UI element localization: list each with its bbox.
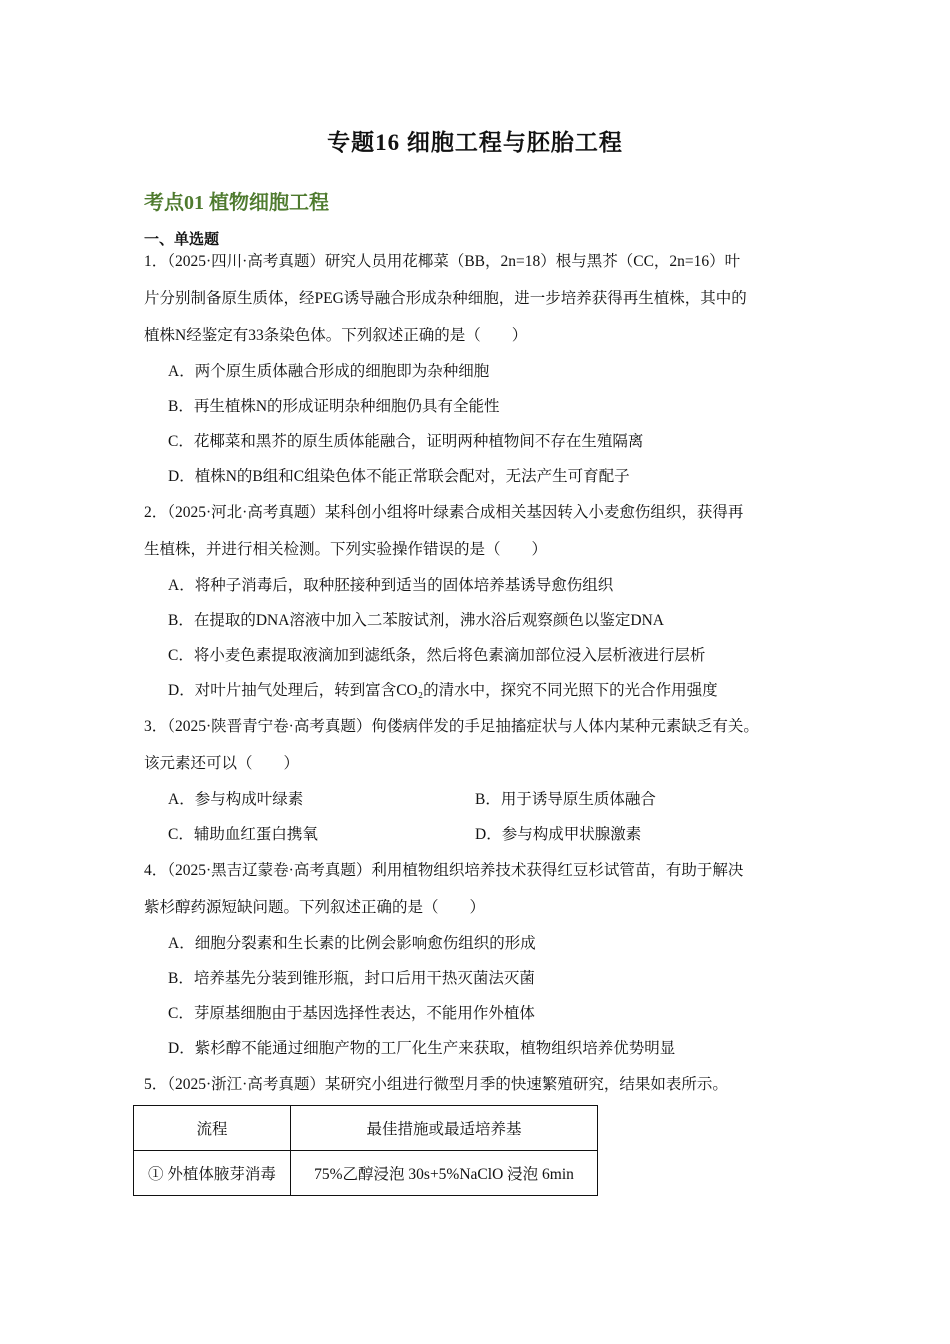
question-4-option-b: B．培养基先分装到锥形瓶，封口后用干热灭菌法灭菌 bbox=[168, 970, 535, 987]
results-table bbox=[133, 1105, 598, 1196]
question-2-line-1: 2．（2025·河北·高考真题）某科创小组将叶绿素合成相关基因转入小麦愈伤组织，获得再 bbox=[144, 504, 744, 521]
question-1-option-c: C．花椰菜和黑芥的原生质体能融合，证明两种植物间不存在生殖隔离 bbox=[168, 433, 644, 450]
question-4-option-c: C．芽原基细胞由于基因选择性表达，不能用作外植体 bbox=[168, 1005, 535, 1022]
question-4-option-a: A．细胞分裂素和生长素的比例会影响愈伤组织的形成 bbox=[168, 935, 536, 952]
question-3-line-2: 该元素还可以（ ） bbox=[144, 755, 300, 772]
question-4-option-d: D．紫杉醇不能通过细胞产物的工厂化生产来获取，植物组织培养优势明显 bbox=[168, 1040, 676, 1057]
question-5-line-1: 5．（2025·浙江·高考真题）某研究小组进行微型月季的快速繁殖研究，结果如表所示。 bbox=[144, 1076, 728, 1093]
question-1-line-2: 片分别制备原生质体，经PEG诱导融合形成杂种细胞，进一步培养获得再生植株，其中的 bbox=[144, 290, 747, 307]
question-3-option-d: D．参与构成甲状腺激素 bbox=[475, 826, 642, 843]
question-2-option-c: C．将小麦色素提取液滴加到滤纸条，然后将色素滴加部位浸入层析液进行层析 bbox=[168, 647, 706, 664]
table-cell: 75%乙醇浸泡 30s+5%NaClO 浸泡 6min bbox=[291, 1151, 598, 1196]
table-cell: ① 外植体腋芽消毒 bbox=[134, 1151, 291, 1196]
question-1-option-b: B．再生植株N的形成证明杂种细胞仍具有全能性 bbox=[168, 398, 500, 415]
question-3-option-c: C．辅助血红蛋白携氧 bbox=[168, 826, 318, 843]
table-header-cell: 流程 bbox=[134, 1106, 291, 1151]
question-3-option-a: A．参与构成叶绿素 bbox=[168, 791, 304, 808]
question-4-line-1: 4．（2025·黑吉辽蒙卷·高考真题）利用植物组织培养技术获得红豆杉试管苗，有助于解决 bbox=[144, 862, 744, 879]
page-title: 专题16 细胞工程与胚胎工程 bbox=[327, 130, 623, 155]
question-1-option-a: A．两个原生质体融合形成的细胞即为杂种细胞 bbox=[168, 363, 490, 380]
table-header-cell: 最佳措施或最适培养基 bbox=[291, 1106, 598, 1151]
question-3-option-b: B．用于诱导原生质体融合 bbox=[475, 791, 656, 808]
question-2-option-a: A．将种子消毒后，取种胚接种到适当的固体培养基诱导愈伤组织 bbox=[168, 577, 614, 594]
table-header-row bbox=[134, 1106, 598, 1151]
question-4-line-2: 紫杉醇药源短缺问题。下列叙述正确的是（ ） bbox=[144, 899, 486, 916]
question-1-line-3: 植株N经鉴定有33条染色体。下列叙述正确的是（ ） bbox=[144, 327, 528, 344]
question-1-option-d: D．植株N的B组和C组染色体不能正常联会配对，无法产生可育配子 bbox=[168, 468, 630, 485]
section-heading: 考点01 植物细胞工程 bbox=[144, 192, 329, 214]
question-2-line-2: 生植株，并进行相关检测。下列实验操作错误的是（ ） bbox=[144, 541, 548, 558]
subsection-heading: 一、单选题 bbox=[144, 232, 220, 248]
question-1-line-1: 1．（2025·四川·高考真题）研究人员用花椰菜（BB，2n=18）根与黑芥（CC，2n=16）叶 bbox=[144, 253, 741, 270]
question-2-option-d: D．对叶片抽气处理后，转到富含CO₂的清水中，探究不同光照下的光合作用强度 bbox=[168, 682, 718, 699]
question-3-line-1: 3．（2025·陕晋青宁卷·高考真题）佝偻病伴发的手足抽搐症状与人体内某种元素缺乏有关。 bbox=[144, 718, 759, 735]
table-row bbox=[134, 1151, 598, 1196]
question-2-option-b: B．在提取的DNA溶液中加入二苯胺试剂，沸水浴后观察颜色以鉴定DNA bbox=[168, 612, 665, 629]
